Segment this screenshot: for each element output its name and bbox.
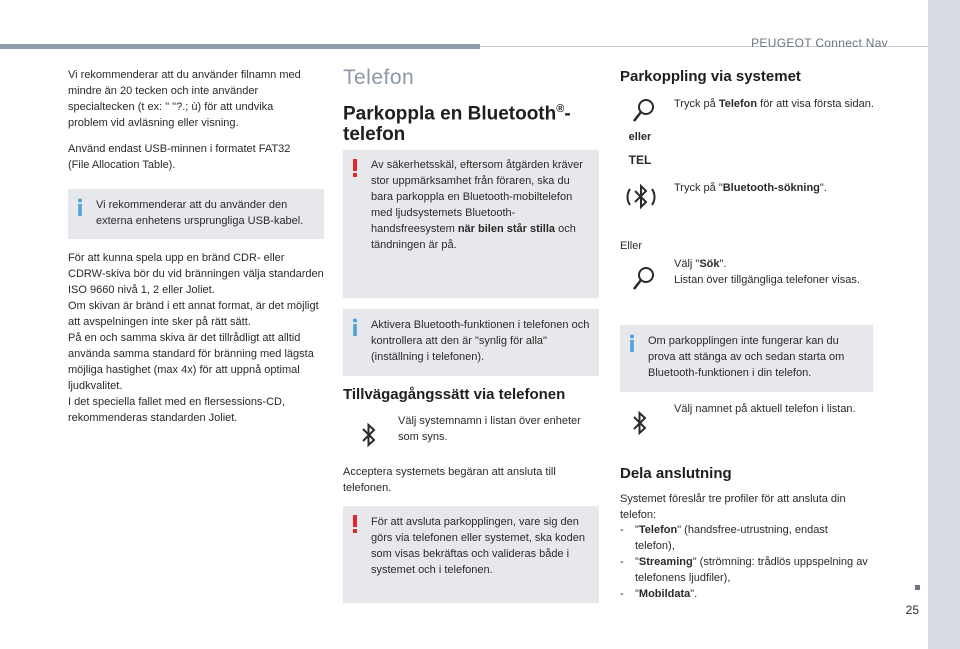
end-of-section-marker xyxy=(915,585,920,590)
info-box-usb-cable xyxy=(68,189,324,239)
info-box-retry xyxy=(620,325,873,392)
heading-pair-bluetooth xyxy=(343,99,599,145)
profile-list xyxy=(620,522,870,602)
cd-standard-text: För att kunna spela upp en bränd CDR- eller CDRW-skiva bör du vid bränningen välja standarden ISO 9660 nivå 1, 2 eller Joliet. xyxy=(68,252,324,296)
heading-pair-via-system: Parkoppling via systemet xyxy=(620,68,801,85)
warning-safety-text: Av säkerhetsskäl, eftersom åtgärden kräver stor uppmärksamhet från föraren, ska du bara parkoppla en Bluetooth-mobiltelefon med ljudsystemets Bluetooth-handsfreesystem när bilen står stilla och tändningen är på. xyxy=(371,159,583,251)
list-item: - "Telefon" (handsfree-utrustning, endast telefon), xyxy=(620,522,870,554)
fat32-advice: Använd endast USB-minnen i formatet FAT32 (File Allocation Table). xyxy=(68,143,291,171)
filename-advice: Vi rekommenderar att du använder filnamn med mindre än 20 tecken och inte använder specialtecken (t ex: " "?.; ù) för att undvika problem vid avläsning eller visning. xyxy=(68,69,301,129)
step-sok-line2: Listan över tillgängliga telefoner visas. xyxy=(674,274,860,286)
step-select-phone: Välj namnet på aktuell telefon i listan. xyxy=(674,403,856,415)
step-press-telefon: Tryck på Telefon för att visa första sidan. xyxy=(674,98,874,110)
info-box-activate-bt xyxy=(343,309,599,376)
cd-multisession-text: I det speciella fallet med en flersessions-CD, rekommenderas standarden Joliet. xyxy=(68,396,286,424)
step-select-system-name: Välj systemnamn i listan över enheter som syns. xyxy=(398,415,581,443)
page-number: 25 xyxy=(905,603,919,617)
registered-mark: ® xyxy=(556,103,565,115)
step-select-sok xyxy=(674,256,874,288)
cd-format-text: Om skivan är bränd i ett annat format, är det möjligt att avspelningen inte sker på rätt sätt. xyxy=(68,300,319,328)
warning-code-text: För att avsluta parkopplingen, vare sig den görs via telefonen eller systemet, ska koden som visas bekräftas och valideras både i systemet och i telefonen. xyxy=(371,516,586,576)
heading-share-connection: Dela anslutning xyxy=(620,465,732,482)
step-bluetooth-search: Tryck på "Bluetooth-sökning". xyxy=(674,182,827,194)
search-magnifier-icon xyxy=(632,98,656,124)
info-icon xyxy=(349,318,361,336)
heading-main-text: Parkoppla en Bluetooth xyxy=(343,103,557,125)
warning-icon xyxy=(349,159,361,177)
heading-dash: - xyxy=(564,103,571,125)
share-intro-text: Systemet föreslår tre profiler för att ansluta din telefon: xyxy=(620,493,846,521)
warning-emphasis: när bilen står stilla xyxy=(457,223,556,235)
warning-box-safety xyxy=(343,150,599,298)
header-rule-dark xyxy=(0,44,480,49)
bluetooth-icon xyxy=(361,422,377,448)
warning-icon xyxy=(349,515,361,533)
warning-box-code xyxy=(343,506,599,603)
page-side-band xyxy=(928,0,960,649)
search-magnifier-icon xyxy=(632,266,656,292)
heading-line2: telefon xyxy=(343,124,406,146)
info-retry-text: Om parkopplingen inte fungerar kan du prova att stänga av och sedan starta om Bluetooth-funktionen i din telefon. xyxy=(648,335,845,379)
info-activate-text: Aktivera Bluetooth-funktionen i telefonen och kontrollera att den är "synlig för alla" (inställning i telefonen). xyxy=(371,319,590,363)
bluetooth-icon xyxy=(632,410,648,436)
manual-title: PEUGEOT Connect Nav xyxy=(751,36,888,50)
accept-request-text: Acceptera systemets begäran att ansluta till telefonen. xyxy=(343,466,556,494)
step-sok-line1: Välj "Sök". xyxy=(674,258,727,270)
subheading-via-phone: Tillvägagångssätt via telefonen xyxy=(343,386,566,403)
eller-text: Eller xyxy=(620,240,643,252)
cd-burning-advice xyxy=(68,250,324,426)
tel-button-label: TEL xyxy=(628,153,652,167)
section-title: Telefon xyxy=(343,66,415,89)
list-item: - "Mobildata". xyxy=(620,586,870,602)
bluetooth-search-icon xyxy=(624,179,658,215)
list-item: - "Streaming" (strömning: trådlös uppspelning av telefonens ljudfiler), xyxy=(620,554,870,586)
info-icon xyxy=(74,198,86,216)
cd-speed-text: På en och samma skiva är det tillrådligt att alltid använda samma standard för bränning med lägsta möjliga hastighet (max 4x) för att uppnå optimal ljudkvalitet. xyxy=(68,332,314,392)
info-box-text: Vi rekommenderar att du använder den externa enhetens ursprungliga USB-kabel. xyxy=(96,199,304,227)
eller-label: eller xyxy=(628,131,652,143)
info-icon xyxy=(626,334,638,352)
